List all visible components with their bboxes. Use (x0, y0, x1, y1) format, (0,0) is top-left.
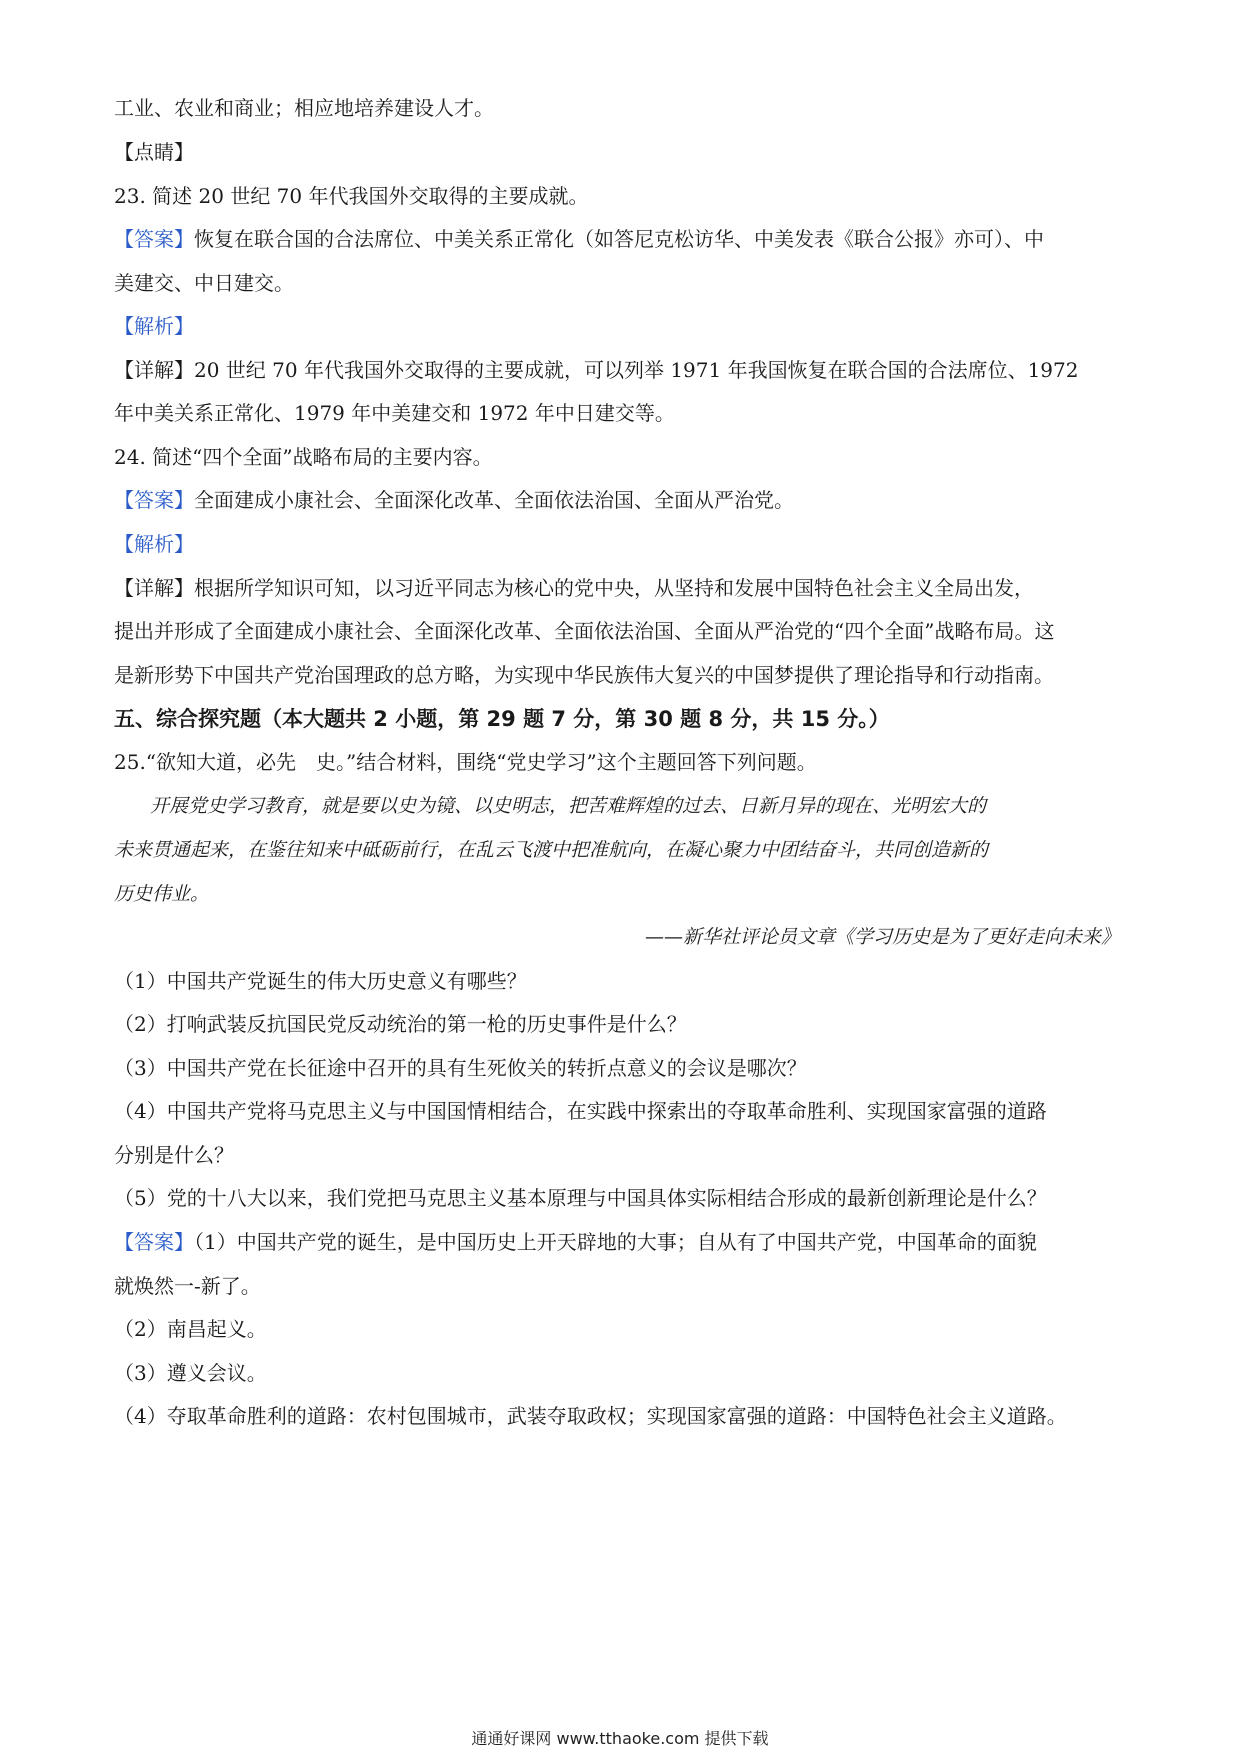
q25-answer-3: （3）遵义会议。 (114, 1361, 267, 1385)
q25-answer-2: （2）南昌起义。 (114, 1317, 267, 1341)
q23-detail-line-1: 【详解】20 世纪 70 年代我国外交取得的主要成就，可以列举 1971 年我国恢复在联合国的合法席位、1972 (114, 358, 1079, 382)
subquestion-2: （2）打响武装反抗国民党反动统治的第一枪的历史事件是什么？ (114, 1012, 687, 1036)
q23-answer-line-1 (114, 226, 1044, 252)
answer-tag: 【答案】 (114, 488, 194, 512)
q25-answer-line-1 (114, 1229, 1037, 1255)
q25-answer-line-2: 就焕然一-新了。 (114, 1274, 261, 1298)
subquestion-5: （5）党的十八大以来，我们党把马克思主义基本原理与中国具体实际相结合形成的最新创新理论是什么？ (114, 1186, 1047, 1210)
q24-detail-line-2: 提出并形成了全面建成小康社会、全面深化改革、全面依法治国、全面从严治党的“四个全面”战略布局。这 (114, 619, 1055, 643)
question-23: 23. 简述 20 世纪 70 年代我国外交取得的主要成就。 (114, 184, 589, 208)
question-25-intro: 25.“欲知大道，必先 史。”结合材料，围绕“党史学习”这个主题回答下列问题。 (114, 750, 817, 774)
q24-answer-text: 全面建成小康社会、全面深化改革、全面依法治国、全面从严治党。 (194, 488, 794, 512)
material-source: ——新华社评论员文章《学习历史是为了更好走向未来》 (644, 926, 1120, 948)
subquestion-4-line-1: （4）中国共产党将马克思主义与中国国情相结合，在实践中探索出的夺取革命胜利、实现国家富强的道路 (114, 1099, 1047, 1123)
page-footer: 通通好课网 www.tthaoke.com 提供下载 (471, 1729, 769, 1748)
q23-detail-line-2: 年中美关系正常化、1979 年中美建交和 1972 年中日建交等。 (114, 401, 675, 425)
material-line-1: 开展党史学习教育，就是要以史为镜、以史明志，把苦难辉煌的过去、日新月异的现在、光明宏大的 (150, 795, 987, 817)
q23-answer-text-1: 恢复在联合国的合法席位、中美关系正常化（如答尼克松访华、中美发表《联合公报》亦可）、中 (194, 227, 1044, 251)
q24-answer-line (114, 487, 794, 513)
subquestion-4-line-2: 分别是什么？ (114, 1143, 234, 1167)
q25-answer-4: （4）夺取革命胜利的道路：农村包围城市，武装夺取政权；实现国家富强的道路：中国特色社会主义道路。 (114, 1404, 1067, 1428)
material-line-2: 未来贯通起来，在鉴往知来中砥砺前行，在乱云飞渡中把准航向，在凝心聚力中团结奋斗，共同创造新的 (114, 839, 989, 861)
section-5-heading: 五、综合探究题（本大题共 2 小题，第 29 题 7 分，第 30 题 8 分，共 15 分。） (114, 707, 890, 731)
subquestion-1: （1）中国共产党诞生的伟大历史意义有哪些？ (114, 969, 527, 993)
q23-answer-line-2: 美建交、中日建交。 (114, 271, 294, 295)
continuation-line: 工业、农业和商业；相应地培养建设人才。 (114, 96, 494, 120)
question-24: 24. 简述“四个全面”战略布局的主要内容。 (114, 445, 493, 469)
dianjing-label: 【点睛】 (114, 140, 194, 164)
material-line-3: 历史伟业。 (114, 883, 210, 905)
q24-jiexi-label: 【解析】 (114, 532, 194, 556)
answer-tag: 【答案】 (114, 1230, 194, 1254)
subquestion-3: （3）中国共产党在长征途中召开的具有生死攸关的转折点意义的会议是哪次？ (114, 1056, 807, 1080)
q25-answer-text-1: （1）中国共产党的诞生，是中国历史上开天辟地的大事；自从有了中国共产党，中国革命的面貌 (194, 1230, 1037, 1254)
q24-detail-line-1: 【详解】根据所学知识可知，以习近平同志为核心的党中央，从坚持和发展中国特色社会主义全局出发， (114, 576, 1034, 600)
q23-jiexi-label: 【解析】 (114, 314, 194, 338)
q24-detail-line-3: 是新形势下中国共产党治国理政的总方略，为实现中华民族伟大复兴的中国梦提供了理论指导和行动指南。 (114, 663, 1054, 687)
answer-tag: 【答案】 (114, 227, 194, 251)
